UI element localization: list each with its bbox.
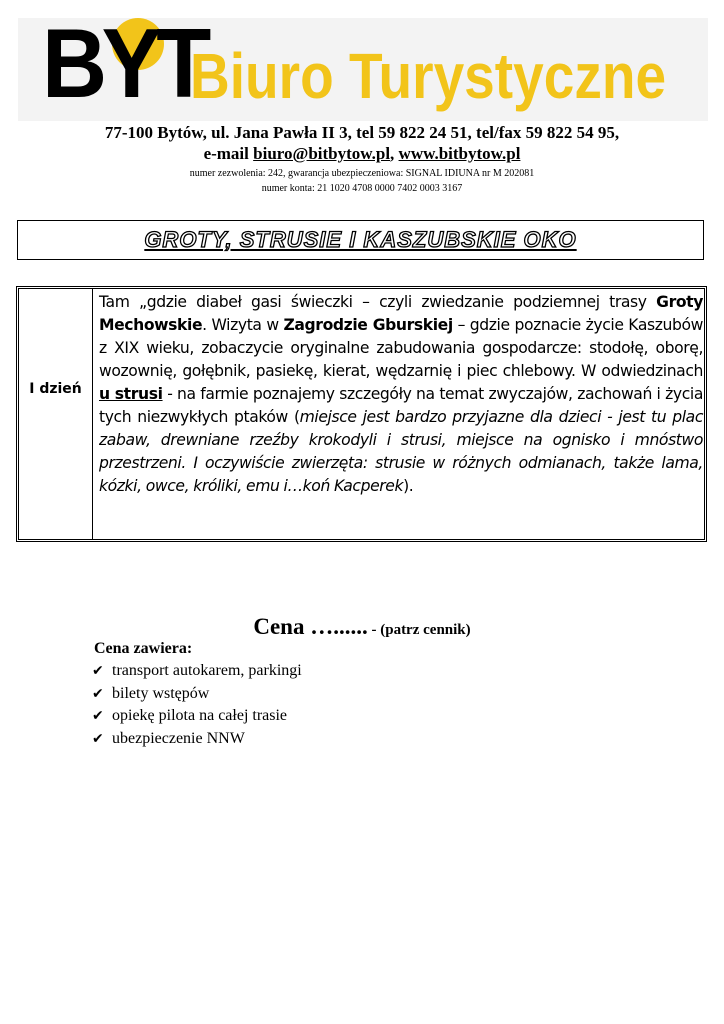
price-note: - (patrz cennik) — [367, 622, 471, 638]
desc-highlight-farmstead: Zagrodzie Gburskiej — [283, 316, 453, 334]
price-line — [0, 614, 724, 640]
program-table — [16, 286, 707, 542]
desc-text: ). — [403, 477, 414, 495]
check-icon: ✔ — [92, 663, 104, 679]
trip-title: GROTY, STRUSIE I KASZUBSKIE OKO — [144, 227, 577, 252]
website-link[interactable]: www.bitbytow.pl — [398, 144, 521, 163]
list-item: ✔ ubezpieczenie NNW — [92, 728, 302, 751]
logo-company-name: Biuro Turystyczne — [190, 40, 667, 112]
list-item: ✔ opiekę pilota na całej trasie — [92, 705, 302, 728]
desc-highlight-cave: Groty Mechowskie — [99, 293, 703, 334]
contact-separator: , — [390, 144, 399, 163]
contact-line — [0, 144, 724, 164]
check-icon: ✔ — [92, 730, 104, 747]
permit-info: numer zezwolenia: 242, gwarancja ubezpieczeniowa: SIGNAL IDIUNA nr M 202081 — [189, 168, 535, 179]
day-label: I dzień — [29, 381, 82, 397]
price-label: Cena …...... — [253, 614, 368, 639]
desc-italic-note: miejsce jest bardzo przyjazne dla dzieci - jest tu plac zabaw, drewniane rzeźby krokodyli i strusi, miejsce na ognisko i mnóstwo przestrzeni. I oczywiście zwierzęta: strusie w różnych odmianach, także lama, kózki, owce, króliki, emu i…koń Kacperek — [99, 408, 703, 495]
list-item: ✔ bilety wstępów — [92, 683, 302, 706]
desc-text: – gdzie poznacie życie Kaszubów z XIX wieku, zobaczycie oryginalne zabudowania gospodarcze: stodołę, oborę, wozownię, gołębnik, pasiekę, kierat, wędzarnię i piec chlebowy. W odwiedzinach — [99, 316, 703, 380]
desc-text: Tam „gdzie diabeł gasi świeczki – czyli zwiedzanie podziemnej trasy — [99, 293, 657, 311]
desc-highlight-ostriches: u strusi — [99, 385, 163, 403]
includes-title: Cena zawiera: — [94, 640, 193, 657]
email-label: e-mail — [203, 144, 254, 163]
includes-list — [92, 660, 302, 750]
check-icon: ✔ — [92, 708, 104, 724]
day-description — [99, 291, 703, 498]
desc-text: . Wizyta w — [202, 316, 284, 334]
account-info: numer konta: 21 1020 4708 0000 7402 0003 3167 — [261, 183, 463, 194]
check-icon: ✔ — [92, 685, 104, 702]
address-line: 77-100 Bytów, ul. Jana Pawła II 3, tel 59 822 24 51, tel/fax 59 822 54 95, — [104, 123, 620, 142]
day-cell — [19, 289, 93, 539]
title-box — [17, 220, 704, 260]
logo-mark: BYT — [42, 8, 206, 118]
email-link[interactable]: biuro@bitbytow.pl — [253, 144, 391, 163]
list-item: ✔ transport autokarem, parkingi — [92, 660, 302, 683]
desc-text: - na farmie poznajemy szczegóły na temat zwyczajów, zachowań i życia tych niezwykłych ptaków ( — [99, 385, 703, 426]
